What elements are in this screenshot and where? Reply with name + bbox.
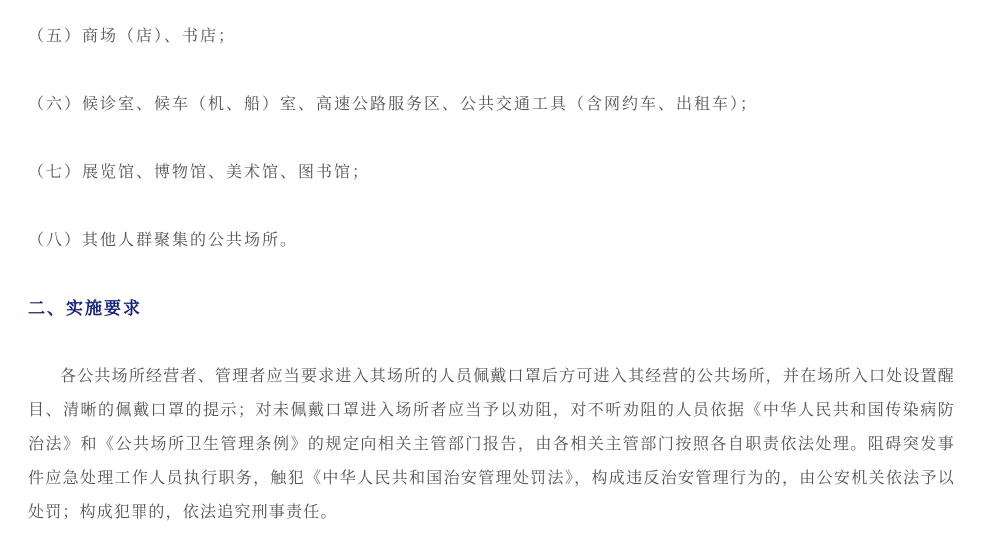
section-heading: 二、实施要求	[28, 299, 142, 318]
list-item-7: （七）展览馆、博物馆、美术馆、图书馆；	[28, 164, 371, 181]
list-item-6: （六）候诊室、候车（机、船）室、高速公路服务区、公共交通工具（含网约车、出租车）；	[28, 96, 759, 113]
body-paragraph: 各公共场所经营者、管理者应当要求进入其场所的人员佩戴口罩后方可进入其经营的公共场所，并在场所入口处设置醒目、清晰的佩戴口罩的提示；对未佩戴口罩进入场所者应当予以劝阻，对不听劝阻的人员依据《中华人民共和国传染病防治法》和《公共场所卫生管理条例》的规定向相关主管部门报告，由各相关主管部门按照各自职责依法处理。阻碍突发事件应急处理工作人员执行职务，触犯《中华人民共和国治安管理处罚法》，构成违反治安管理行为的，由公安机关依法予以处罚；构成犯罪的，依法追究刑事责任。	[28, 368, 955, 521]
list-item-8: （八）其他人群聚集的公共场所。	[28, 232, 299, 249]
list-item-5: （五）商场（店）、书店；	[28, 28, 237, 45]
